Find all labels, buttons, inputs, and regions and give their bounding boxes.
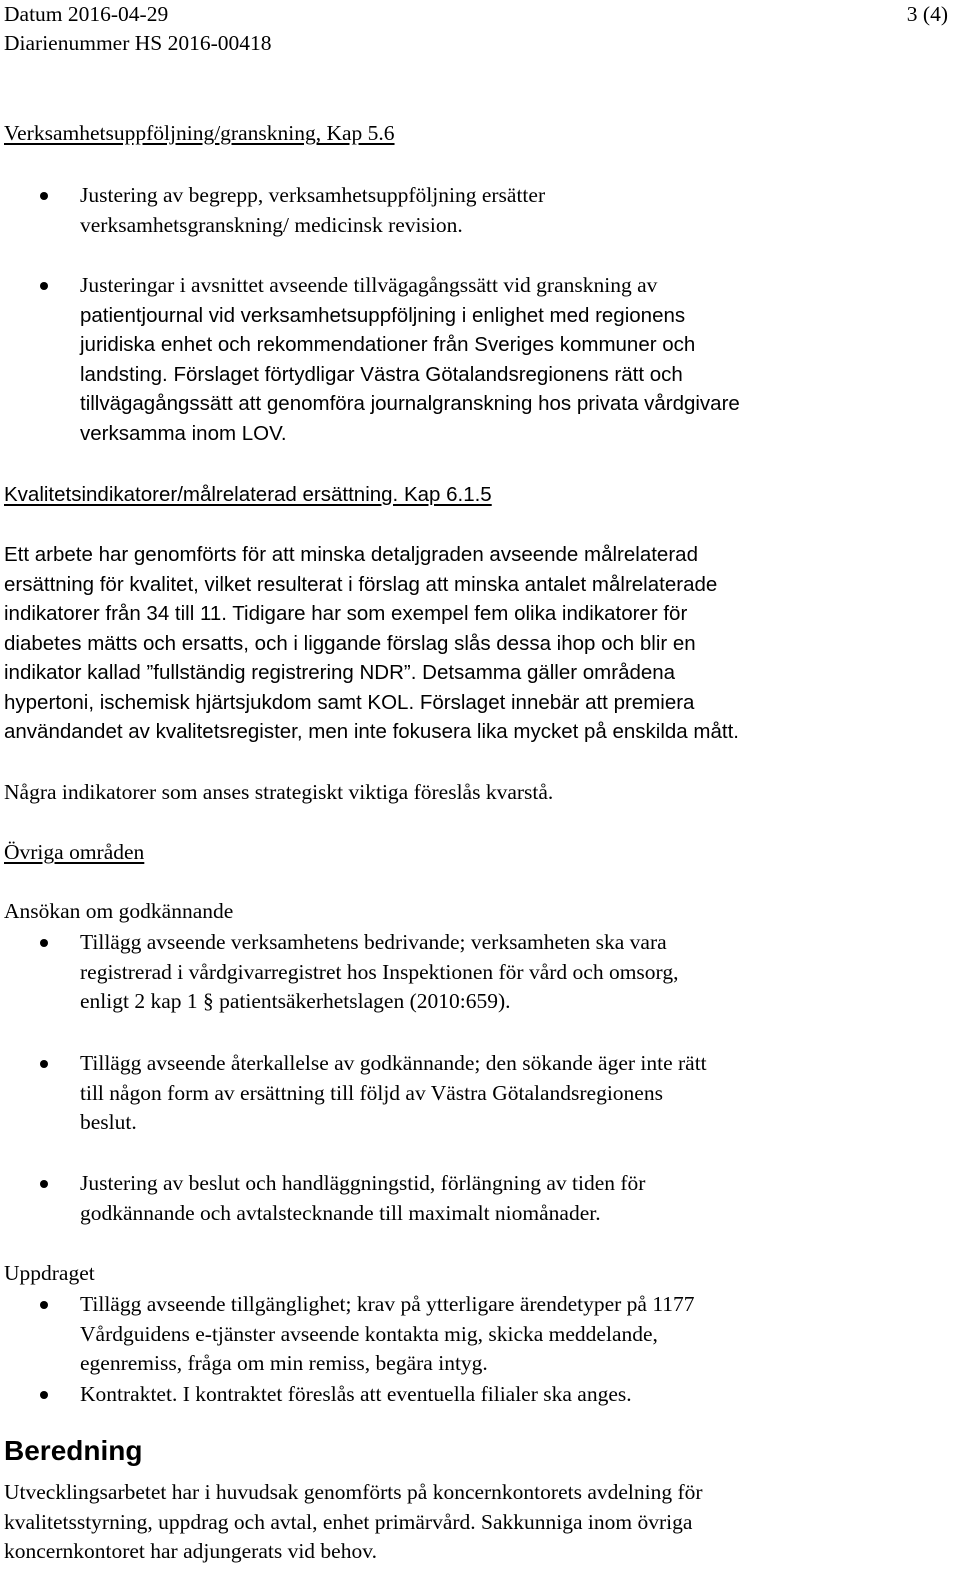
paragraph-line: diabetes mätts och ersatts, och i liggande förslag slås dessa ihop och blir en — [4, 631, 696, 655]
list-item-line: Justering av beslut och handläggningstid, förlängning av tiden för — [80, 1171, 646, 1195]
list-item-line: patientjournal vid verksamhetsuppföljning i enlighet med regionens — [80, 303, 686, 327]
bullet-icon — [40, 1180, 48, 1188]
header-page-number: 3 (4) — [906, 2, 948, 26]
bullet-icon — [40, 282, 48, 290]
subheading-ansokan: Ansökan om godkännande — [4, 899, 234, 923]
bullet-icon — [40, 1060, 48, 1068]
list-item-line: till någon form av ersättning till följd av Västra Götalandsregionens — [80, 1080, 663, 1105]
paragraph-line: indikator kallad ”fullständig registrering NDR”. Detsamma gäller områdena — [4, 661, 676, 684]
bullet-icon — [40, 939, 48, 947]
list-item-line: Justering av begrepp, verksamhetsuppföljning ersätter — [80, 183, 546, 207]
paragraph-beredning — [4, 1478, 946, 1567]
list-item-line: juridiska enhet och rekommendationer från Sveriges kommuner och — [80, 333, 696, 356]
bullet-icon — [40, 1301, 48, 1309]
list-item-line: egenremiss, fråga om min remiss, begära intyg. — [80, 1351, 488, 1375]
list-item-line: tillvägagångssätt att genomföra journalgranskning hos privata vårdgivare — [80, 392, 740, 415]
section-heading-kvalitet: Kvalitetsindikatorer/målrelaterad ersättning. Kap 6.1.5 — [4, 483, 492, 506]
header-diary-number: Diarienummer HS 2016-00418 — [4, 31, 272, 55]
paragraph-kvarsta: Några indikatorer som anses strategiskt viktiga föreslås kvarstå. — [4, 780, 554, 804]
paragraph-line: användandet av kvalitetsregister, men inte fokusera lika mycket på enskilda mått. — [4, 720, 739, 743]
paragraph-line: Utvecklingsarbetet har i huvudsak genomförts på koncernkontorets avdelning för — [4, 1480, 703, 1504]
paragraph-line: koncernkontoret har adjungerats vid behov. — [4, 1539, 377, 1563]
section-heading-ovriga: Övriga områden — [4, 840, 145, 864]
paragraph-line: kvalitetsstyrning, uppdrag och avtal, enhet primärvård. Sakkunniga inom övriga — [4, 1509, 693, 1534]
list-item-line: verksamma inom LOV. — [80, 421, 287, 445]
section-heading-beredning: Beredning — [4, 1435, 143, 1466]
list-item-line: Kontraktet. I kontraktet föreslås att eventuella filialer ska anges. — [80, 1382, 632, 1406]
list-item-line: verksamhetsgranskning/ medicinsk revision. — [80, 212, 463, 237]
bullet-icon — [40, 1391, 48, 1399]
list-item-line: Tillägg avseende verksamhetens bedrivande; verksamheten ska vara — [80, 930, 667, 954]
list-item-line: godkännande och avtalstecknande till maximalt niomånader. — [80, 1200, 601, 1225]
list-item-line: enligt 2 kap 1 § patientsäkerhetslagen (2010:659). — [80, 989, 511, 1013]
list-item-line: beslut. — [80, 1110, 137, 1134]
list-item-line: Justeringar i avsnittet avseende tillvägagångssätt vid granskning av — [80, 273, 658, 297]
header-date: Datum 2016-04-29 — [4, 2, 169, 26]
paragraph-kvalitet — [4, 540, 946, 747]
paragraph-line: hypertoni, ischemisk hjärtsjukdom samt KOL. Förslaget innebär att premiera — [4, 690, 695, 714]
paragraph-line: indikatorer från 34 till 11. Tidigare har som exempel fem olika indikatorer för — [4, 602, 688, 625]
list-item-line: Tillägg avseende återkallelse av godkännande; den sökande äger inte rätt — [80, 1051, 707, 1075]
subheading-uppdraget: Uppdraget — [4, 1261, 95, 1285]
list-item-line: Vårdguidens e-tjänster avseende kontakta mig, skicka meddelande, — [80, 1321, 658, 1346]
paragraph-line: Ett arbete har genomförts för att minska detaljgraden avseende målrelaterad — [4, 543, 698, 566]
list-item-line: registrerad i vårdgivarregistret hos Inspektionen för vård och omsorg, — [80, 959, 679, 984]
section-heading-verksamhet: Verksamhetsuppföljning/granskning, Kap 5.6 — [4, 121, 395, 145]
paragraph-line: ersättning för kvalitet, vilket resulterat i förslag att minska antalet målrelaterade — [4, 572, 718, 596]
list-item-line: landsting. Förslaget förtydligar Västra Götalandsregionens rätt och — [80, 362, 683, 386]
bullet-icon — [40, 192, 48, 200]
list-item-line: Tillägg avseende tillgänglighet; krav på ytterligare ärendetyper på 1177 — [80, 1292, 695, 1316]
